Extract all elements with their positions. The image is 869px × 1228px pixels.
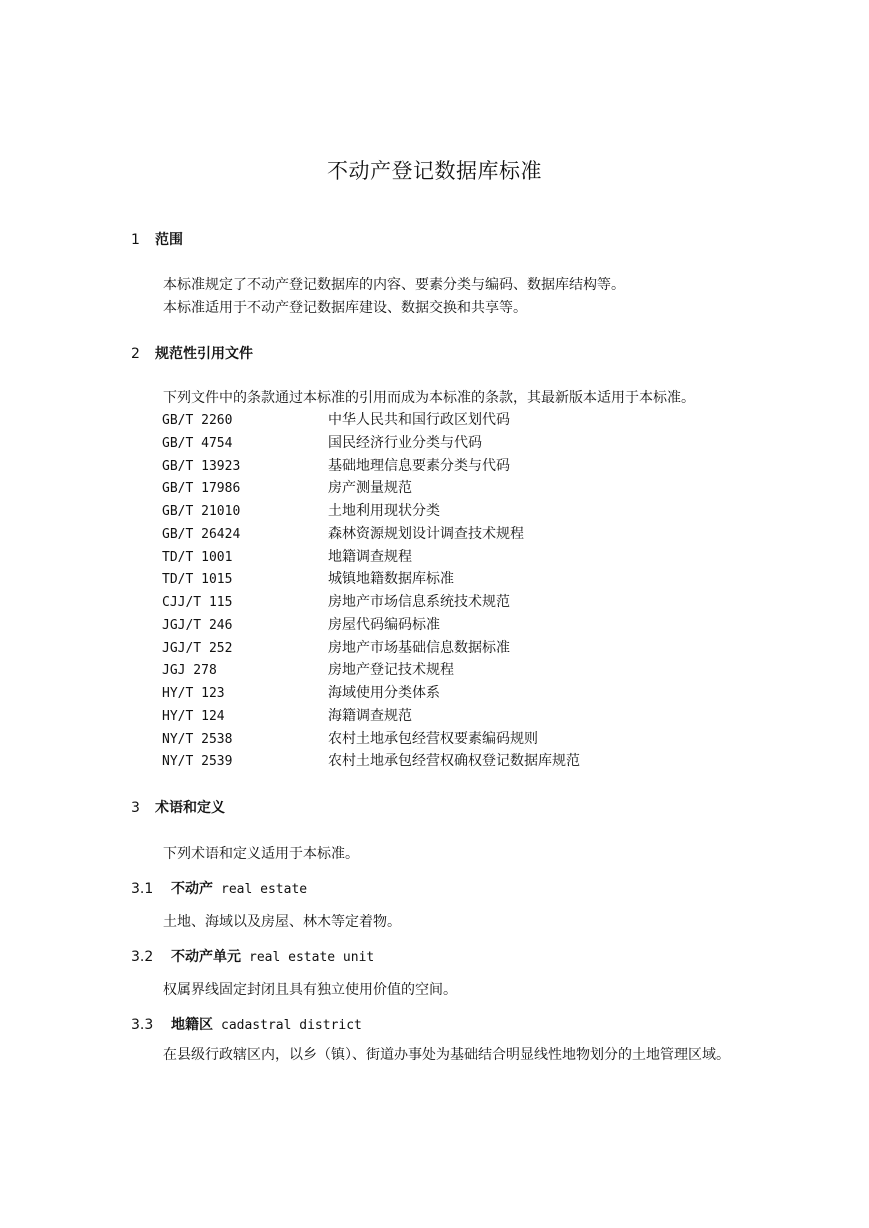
reference-item (162, 523, 580, 546)
reference-name: 农村土地承包经营权要素编码规则 (328, 730, 538, 747)
reference-item (162, 432, 580, 455)
section-number: 3 (131, 800, 140, 816)
term-number: 3.3 (131, 1017, 154, 1033)
reference-item (162, 637, 580, 660)
reference-name: 房屋代码编码标准 (328, 616, 440, 633)
section-title: 规范性引用文件 (155, 346, 253, 362)
term-en: real estate (221, 882, 308, 897)
reference-name: 海籍调查规范 (328, 707, 412, 724)
reference-code: CJJ/T 115 (162, 595, 233, 610)
references-intro: 下列文件中的条款通过本标准的引用而成为本标准的条款，其最新版本适用于本标准。 (163, 390, 695, 406)
term-heading (131, 878, 307, 898)
reference-name: 房地产市场基础信息数据标准 (328, 639, 510, 656)
reference-code: JGJ/T 246 (162, 617, 233, 633)
term-heading (131, 1014, 362, 1034)
reference-name: 海域使用分类体系 (328, 685, 440, 701)
section-number: 2 (131, 346, 140, 362)
reference-item (162, 682, 580, 705)
reference-item (162, 546, 580, 569)
term-definition: 在县级行政辖区内，以乡（镇）、街道办事处为基础结合明显线性地物划分的土地管理区域。 (163, 1047, 730, 1063)
term-number: 3.1 (131, 881, 154, 897)
section-number: 1 (131, 232, 140, 248)
reference-code: HY/T 123 (162, 686, 225, 701)
reference-item (162, 591, 580, 614)
reference-name: 房地产市场信息系统技术规范 (328, 594, 510, 610)
term-heading (131, 946, 374, 966)
reference-item (162, 500, 580, 523)
term-cn: 地籍区 (171, 1017, 213, 1033)
reference-name: 中华人民共和国行政区划代码 (328, 412, 510, 428)
term-cn: 不动产单元 (171, 949, 241, 965)
reference-name: 农村土地承包经营权确权登记数据库规范 (328, 753, 580, 770)
reference-name: 森林资源规划设计调查技术规程 (328, 525, 524, 542)
reference-name: 房地产登记技术规程 (328, 662, 454, 679)
reference-item (162, 728, 580, 751)
section-3-heading (131, 797, 225, 817)
reference-item (162, 614, 580, 637)
term-en: cadastral district (221, 1018, 362, 1033)
reference-item (162, 455, 580, 478)
term-number: 3.2 (131, 949, 154, 965)
reference-code: GB/T 21010 (162, 504, 241, 519)
reference-code: GB/T 17986 (162, 481, 241, 497)
reference-code: JGJ/T 252 (162, 640, 233, 656)
document-title: 不动产登记数据库标准 (327, 159, 542, 183)
reference-code: HY/T 124 (162, 708, 225, 724)
reference-item (162, 750, 580, 773)
reference-name: 城镇地籍数据库标准 (328, 571, 454, 588)
section-title: 术语和定义 (155, 800, 225, 816)
terms-intro: 下列术语和定义适用于本标准。 (163, 846, 359, 862)
reference-code: TD/T 1001 (162, 549, 233, 565)
reference-item (162, 477, 580, 500)
term-en: real estate unit (249, 950, 375, 965)
reference-code: NY/T 2539 (162, 754, 233, 770)
term-definition: 权属界线固定封闭且具有独立使用价值的空间。 (163, 982, 457, 998)
section-2-heading (131, 343, 253, 363)
reference-code: JGJ 278 (162, 663, 217, 679)
section-1-heading (131, 229, 183, 249)
reference-code: GB/T 4754 (162, 435, 233, 451)
reference-item (162, 409, 580, 432)
reference-name: 国民经济行业分类与代码 (328, 434, 482, 451)
reference-code: GB/T 13923 (162, 458, 241, 474)
reference-item (162, 705, 580, 728)
section-title: 范围 (155, 232, 183, 248)
reference-item (162, 568, 580, 591)
term-definition: 土地、海域以及房屋、林木等定着物。 (163, 914, 401, 930)
reference-code: GB/T 2260 (162, 413, 233, 428)
scope-paragraph: 本标准规定了不动产登记数据库的内容、要素分类与编码、数据库结构等。 (163, 277, 625, 293)
reference-item (162, 659, 580, 682)
reference-code: TD/T 1015 (162, 572, 233, 588)
reference-list (162, 409, 580, 773)
reference-name: 土地利用现状分类 (328, 503, 440, 519)
reference-name: 基础地理信息要素分类与代码 (328, 457, 510, 474)
scope-paragraph: 本标准适用于不动产登记数据库建设、数据交换和共享等。 (163, 300, 527, 316)
reference-name: 地籍调查规程 (328, 548, 412, 565)
reference-name: 房产测量规范 (328, 480, 412, 497)
reference-code: GB/T 26424 (162, 526, 241, 542)
term-cn: 不动产 (171, 881, 213, 897)
reference-code: NY/T 2538 (162, 731, 233, 747)
